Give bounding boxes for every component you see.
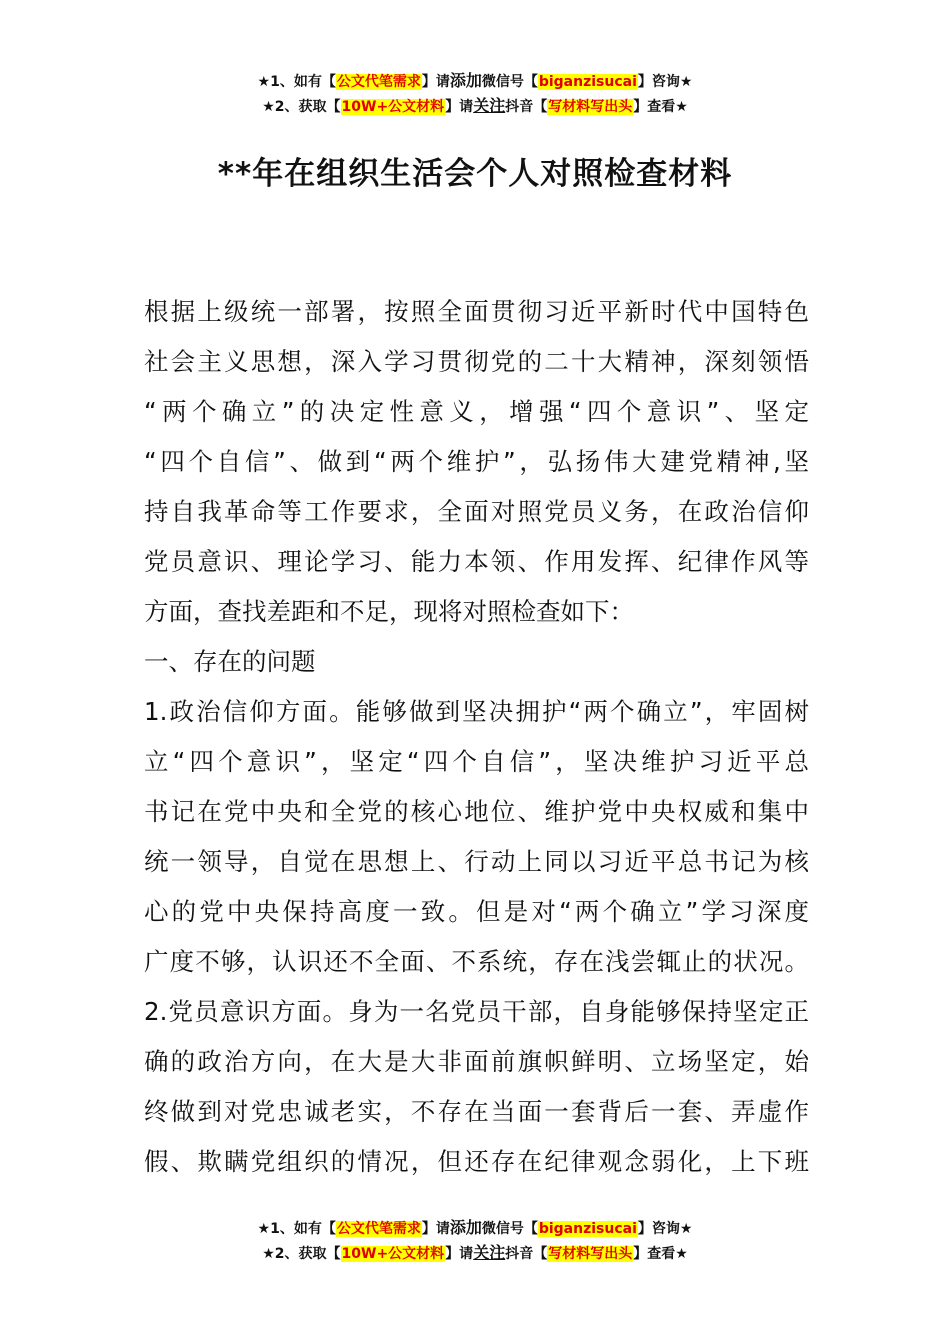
- highlight-materials: 10W+公文材料: [341, 99, 445, 115]
- body-text-line: 立“四个意识”，坚定“四个自信”，坚决维护习近平总: [144, 747, 809, 776]
- banner-text: ★1、如有【: [257, 74, 336, 90]
- banner-line-2: [0, 94, 950, 119]
- body-text-line: 假、欺瞒党组织的情况，但还存在纪律观念弱化，上下班: [144, 1147, 809, 1176]
- body-text-line: 心的党中央保持高度一致。但是对“两个确立”学习深度: [144, 897, 809, 926]
- banner-text: ★2、获取【: [262, 1246, 341, 1262]
- body-text-line: 1.政治信仰方面。能够做到坚决拥护“两个确立”，牢固树: [144, 697, 809, 726]
- banner-emphasis: 关注: [473, 1243, 506, 1262]
- banner-text: 】请: [445, 1246, 474, 1262]
- body-text-line: 党员意识、理论学习、能力本领、作用发挥、纪律作风等: [144, 547, 809, 576]
- footer-banner: [0, 1216, 950, 1266]
- banner-text: ★2、获取【: [262, 99, 341, 115]
- body-text-line: 根据上级统一部署，按照全面贯彻习近平新时代中国特色: [144, 297, 809, 326]
- document-body: [144, 287, 809, 1187]
- body-text-line: 社会主义思想，深入学习贯彻党的二十大精神，深刻领悟: [144, 347, 809, 376]
- highlight-materials: 10W+公文材料: [341, 1246, 445, 1262]
- body-text-line: 终做到对党忠诚老实，不存在当面一套背后一套、弄虚作: [144, 1097, 809, 1126]
- body-text-line: 书记在党中央和全党的核心地位、维护党中央权威和集中: [144, 797, 809, 826]
- banner-text: 】请: [421, 1221, 450, 1237]
- banner-text: 】查看★: [633, 99, 688, 115]
- highlight-wechat-id: biganzisucai: [538, 74, 637, 90]
- banner-text: ★1、如有【: [257, 1221, 336, 1237]
- body-text-line: 一、存在的问题: [144, 647, 316, 676]
- body-text-line: 确的政治方向，在大是大非面前旗帜鲜明、立场坚定，始: [144, 1047, 809, 1076]
- highlight-wechat-id: biganzisucai: [538, 1221, 637, 1237]
- body-text-line: 方面，查找差距和不足，现将对照检查如下：: [144, 597, 634, 626]
- highlight-douyin-account: 写材料写出头: [548, 99, 633, 115]
- banner-text: 】咨询★: [637, 74, 693, 90]
- banner-text: 】查看★: [633, 1246, 688, 1262]
- banner-line-2: [0, 1241, 950, 1266]
- banner-line-1: [0, 1216, 950, 1241]
- banner-text: 】请: [445, 99, 474, 115]
- banner-emphasis: 关注: [473, 96, 506, 115]
- banner-text: 】请: [421, 74, 450, 90]
- banner-text: 抖音【: [505, 99, 548, 115]
- page-title: **年在组织生活会个人对照检查材料: [217, 156, 733, 192]
- banner-line-1: [0, 69, 950, 94]
- body-text-line: 统一领导，自觉在思想上、行动上同以习近平总书记为核: [144, 847, 809, 876]
- header-banner: [0, 69, 950, 119]
- body-text-line: “四个自信”、做到“两个维护”，弘扬伟大建党精神,坚: [144, 447, 809, 476]
- highlight-ghostwriting: 公文代笔需求: [336, 1221, 421, 1237]
- body-text-line: 持自我革命等工作要求，全面对照党员义务，在政治信仰: [144, 497, 809, 526]
- banner-text: 微信号【: [481, 1221, 538, 1237]
- body-text-line: “两个确立”的决定性意义，增强“四个意识”、坚定: [144, 397, 809, 426]
- highlight-douyin-account: 写材料写出头: [548, 1246, 633, 1262]
- banner-emphasis: 添加: [449, 71, 482, 90]
- banner-text: 微信号【: [481, 74, 538, 90]
- banner-text: 】咨询★: [637, 1221, 693, 1237]
- banner-emphasis: 添加: [449, 1218, 482, 1237]
- highlight-ghostwriting: 公文代笔需求: [336, 74, 421, 90]
- banner-text: 抖音【: [505, 1246, 548, 1262]
- body-text-line: 2.党员意识方面。身为一名党员干部，自身能够保持坚定正: [144, 997, 809, 1026]
- body-text-line: 广度不够，认识还不全面、不系统，存在浅尝辄止的状况。: [144, 947, 809, 976]
